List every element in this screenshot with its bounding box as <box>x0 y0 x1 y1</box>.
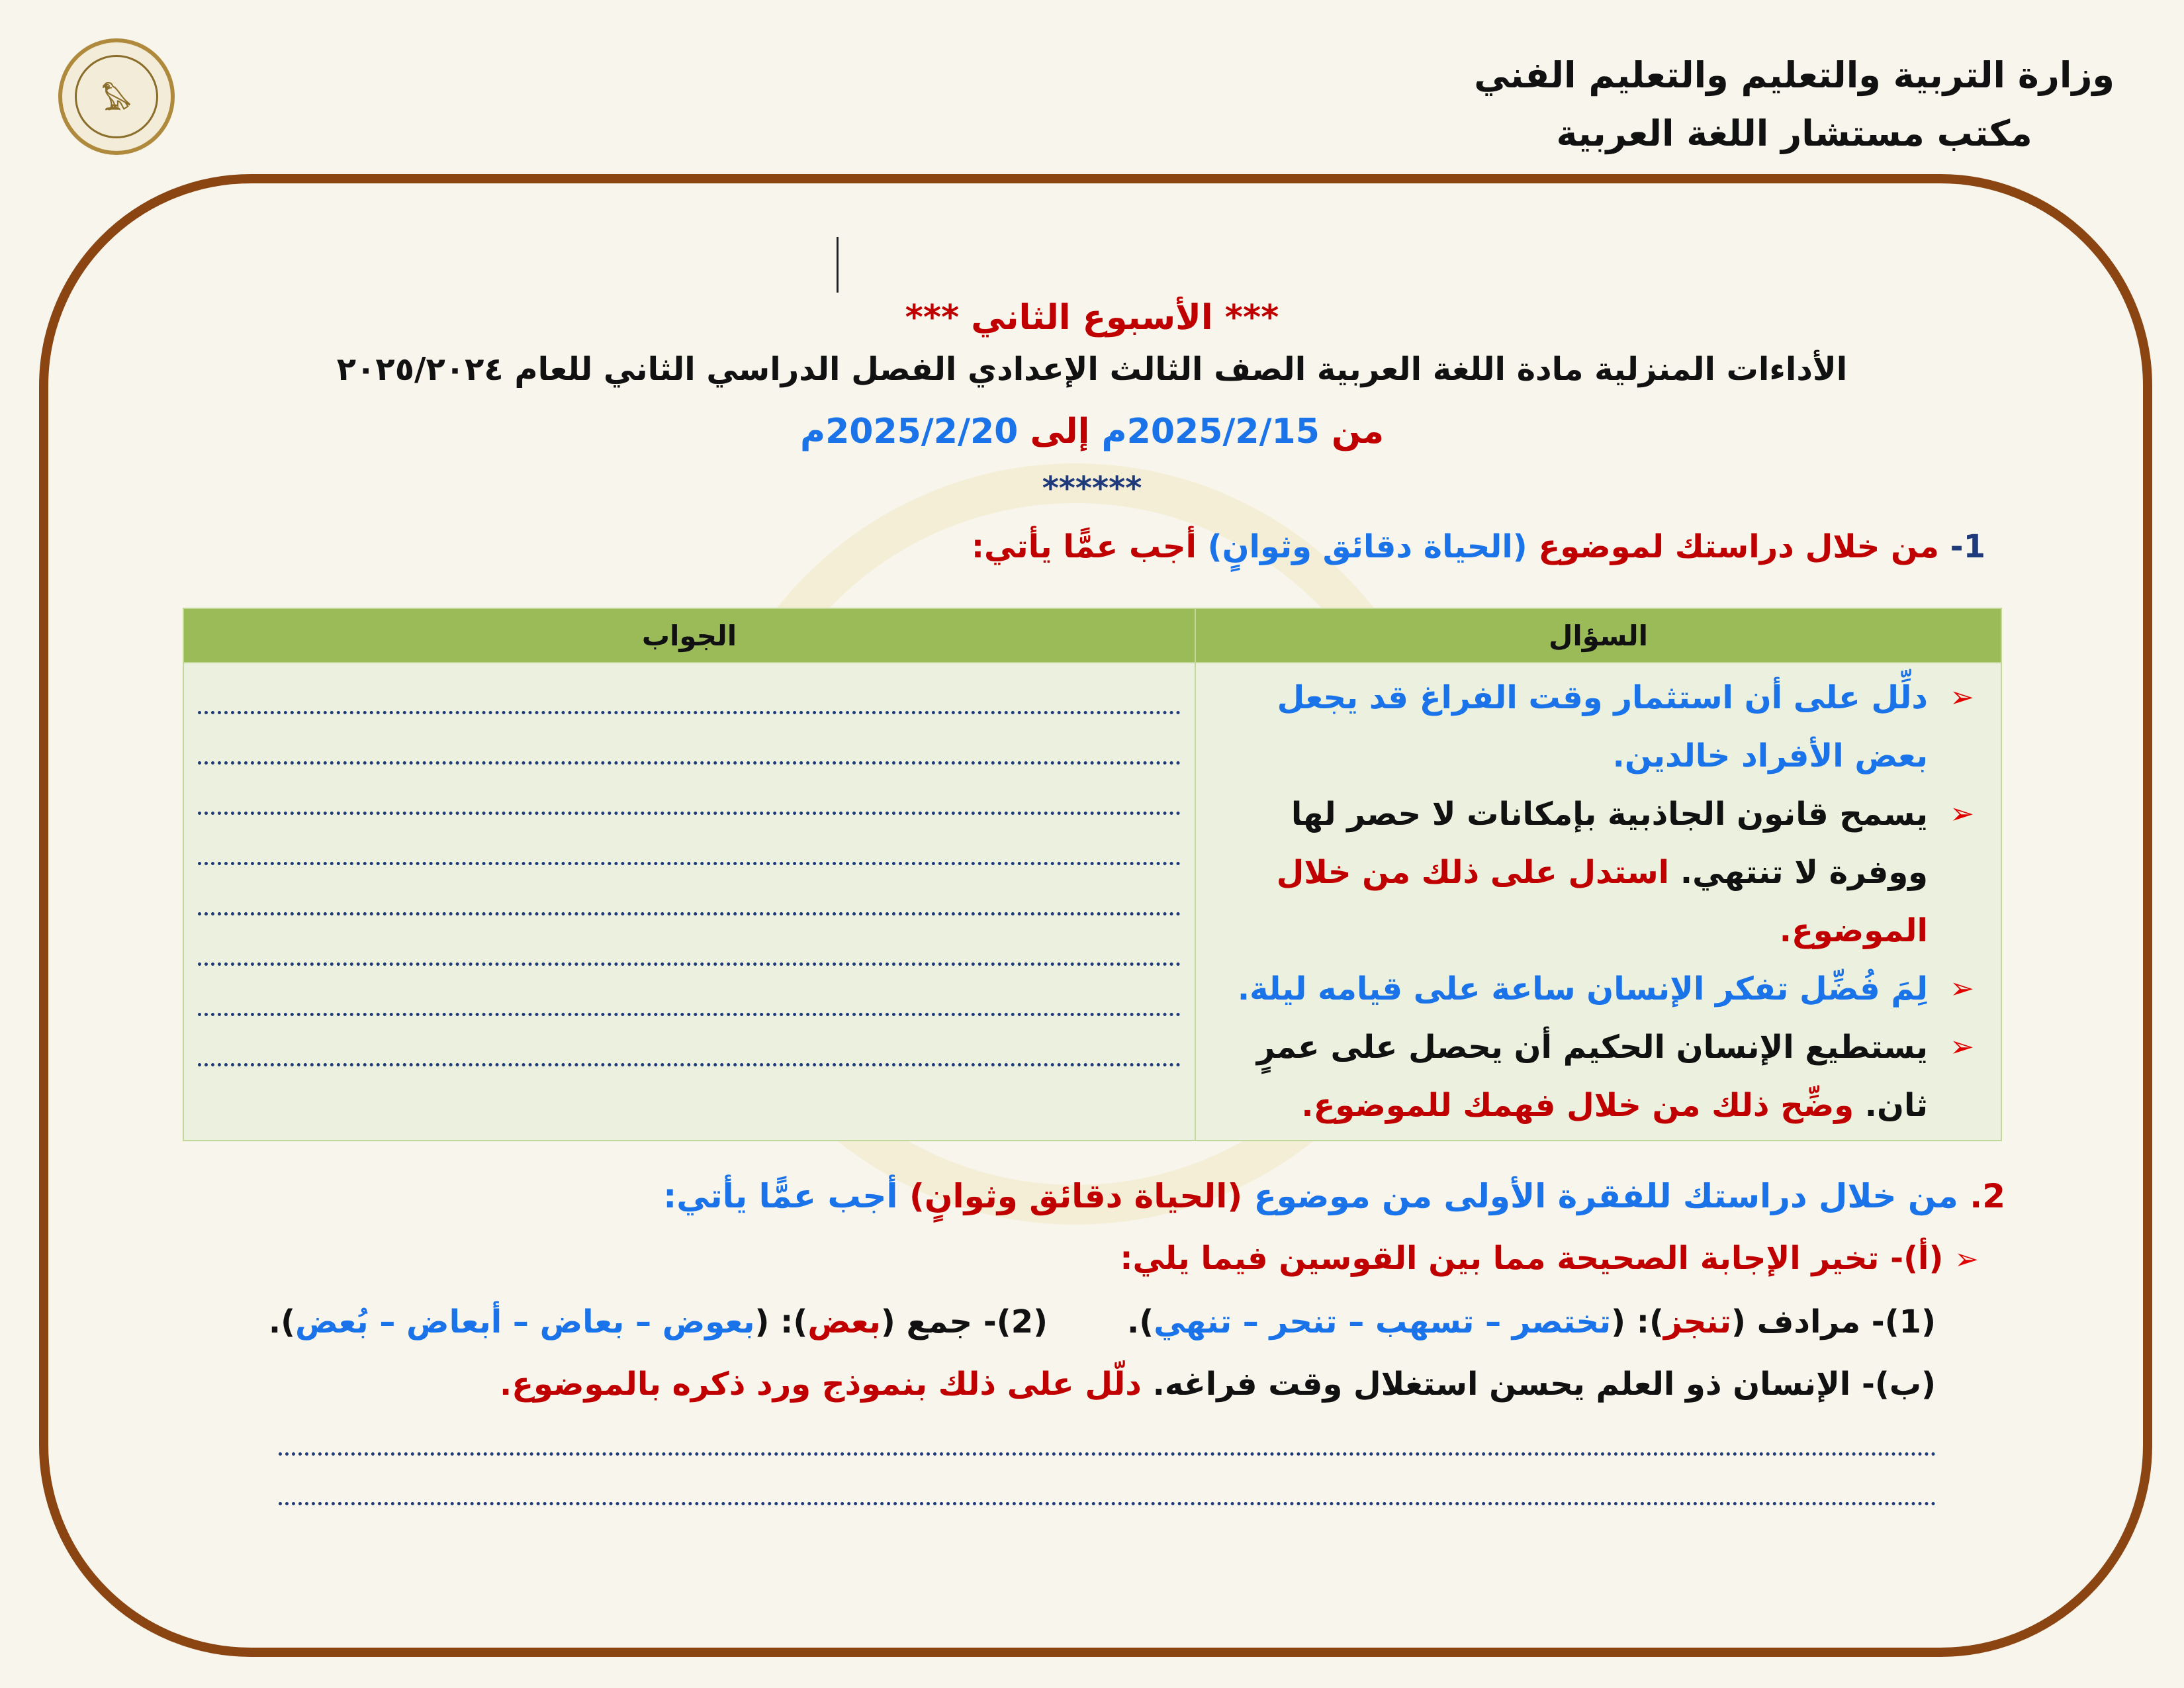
from-label: من <box>1332 412 1385 451</box>
questions-cell <box>1195 663 2001 1141</box>
question-item <box>1209 1018 1974 1135</box>
item2-prefix: (2)- جمع ( <box>880 1303 1048 1340</box>
to-date: 2025/2/20م <box>799 412 1019 451</box>
text-cursor <box>837 237 839 293</box>
part-b-task: دلّل على ذلك بنموذج ورد ذكره بالموضوع. <box>500 1366 1142 1403</box>
part-a-heading <box>0 1230 1979 1288</box>
answer-line[interactable] <box>279 1452 1936 1456</box>
answer-line[interactable] <box>279 1502 1936 1505</box>
answer-line[interactable] <box>198 765 1181 815</box>
arrow-bullet-icon: ➢ <box>1950 1030 1974 1064</box>
part-a-label: (أ)- تخير الإجابة الصحيحة مما بين القوسين فيما يلي: <box>1120 1240 1944 1277</box>
question-item <box>1209 785 1974 960</box>
arrow-bullet-icon: ➢ <box>1950 797 1974 831</box>
item-1-synonym <box>1127 1293 1936 1350</box>
item-2-plural <box>269 1293 1048 1350</box>
document-title: الأداءات المنزلية مادة اللغة العربية الصف الثالث الإعدادي الفصل الدراسي الثاني للعام ٢٠٢٥/٢٠٢٤ <box>336 351 1848 388</box>
answers-cell[interactable] <box>183 663 1195 1141</box>
part-b-statement: (ب)- الإنسان ذو العلم يحسن استغلال وقت فراغه. <box>1141 1366 1936 1403</box>
item2-options[interactable]: بعوض – بعاض – أبعاض – بُعض <box>295 1303 755 1340</box>
office-name: مكتب مستشار اللغة العربية <box>1556 113 2032 154</box>
to-label: إلى <box>1030 412 1090 451</box>
content-flow <box>0 608 2184 1505</box>
q2-number: 2. <box>1970 1177 2005 1215</box>
q1-lead: من خلال دراستك لموضوع <box>1538 528 1939 565</box>
ministry-name: وزارة التربية والتعليم والتعليم الفني <box>1474 54 2115 96</box>
question-2-heading <box>0 1168 2005 1225</box>
week-title: *** الأسبوع الثاني *** <box>905 298 1279 338</box>
item1-prefix: (1)- مرادف ( <box>1731 1303 1936 1340</box>
answer-line[interactable] <box>198 966 1181 1016</box>
q1-tail: أجب عمًّا يأتي: <box>971 528 1197 565</box>
answer-line[interactable] <box>198 714 1181 765</box>
question-1-heading <box>972 528 1985 565</box>
item2-end: ). <box>268 1303 295 1340</box>
q2-lead: من خلال دراستك للفقرة الأولى من موضوع <box>1253 1177 1958 1215</box>
question-text: لِمَ فُضِّل تفكر الإنسان ساعة على قيامه ليلة. <box>1237 970 1928 1008</box>
q2-tail: أجب عمًّا يأتي: <box>663 1177 898 1215</box>
arrow-bullet-icon: ➢ <box>1950 972 1974 1006</box>
answer-line[interactable] <box>198 664 1181 714</box>
item1-options[interactable]: تختصر – تسهب – تنحر – تنهي <box>1154 1303 1612 1340</box>
answer-line[interactable] <box>198 865 1181 915</box>
document-header <box>1474 46 2115 163</box>
answer-line[interactable] <box>198 1016 1181 1066</box>
question-answer-table <box>183 608 2002 1141</box>
from-date: 2025/2/15م <box>1101 412 1320 451</box>
question-task: استدل على ذلك من خلال الموضوع. <box>1276 854 1928 949</box>
item1-mid: ): ( <box>1611 1303 1664 1340</box>
item1-end: ). <box>1127 1303 1154 1340</box>
question-text: يستطيع الإنسان الحكيم أن يحصل على عمرٍ ثان. <box>1256 1029 1928 1124</box>
ministry-logo <box>58 38 175 155</box>
arrow-bullet-icon: ➢ <box>1950 680 1974 714</box>
question-task: وضِّح ذلك من خلال فهمك للموضوع. <box>1301 1087 1854 1124</box>
answer-line[interactable] <box>198 915 1181 966</box>
separator: ****** <box>1042 470 1142 507</box>
header-answer: الجواب <box>183 608 1195 663</box>
question-text: دلِّل على أن استثمار وقت الفراغ قد يجعل بعض الأفراد خالدين. <box>1277 679 1928 774</box>
part-b <box>199 1356 1936 1413</box>
item1-word: تنجز <box>1663 1303 1732 1340</box>
question-text: يسمح قانون الجاذبية بإمكانات لا حصر لها ووفرة لا تنتهي. <box>1291 796 1928 891</box>
part-a-items <box>199 1293 1936 1350</box>
q1-number: 1- <box>1950 528 1985 565</box>
header-question: السؤال <box>1195 608 2001 663</box>
eagle-emblem-icon: 𓅃 <box>75 55 158 138</box>
answer-line[interactable] <box>198 815 1181 865</box>
item2-mid: ): ( <box>754 1303 808 1340</box>
q2-topic: (الحياة دقائق وثوانٍ) <box>909 1177 1243 1215</box>
date-range <box>0 412 2184 451</box>
question-item <box>1209 960 1974 1018</box>
q1-topic: (الحياة دقائق وثوانٍ) <box>1207 528 1527 565</box>
question-item <box>1209 669 1974 785</box>
arrow-bullet-icon: ➢ <box>1954 1243 1979 1276</box>
item2-word: بعض <box>807 1303 881 1340</box>
